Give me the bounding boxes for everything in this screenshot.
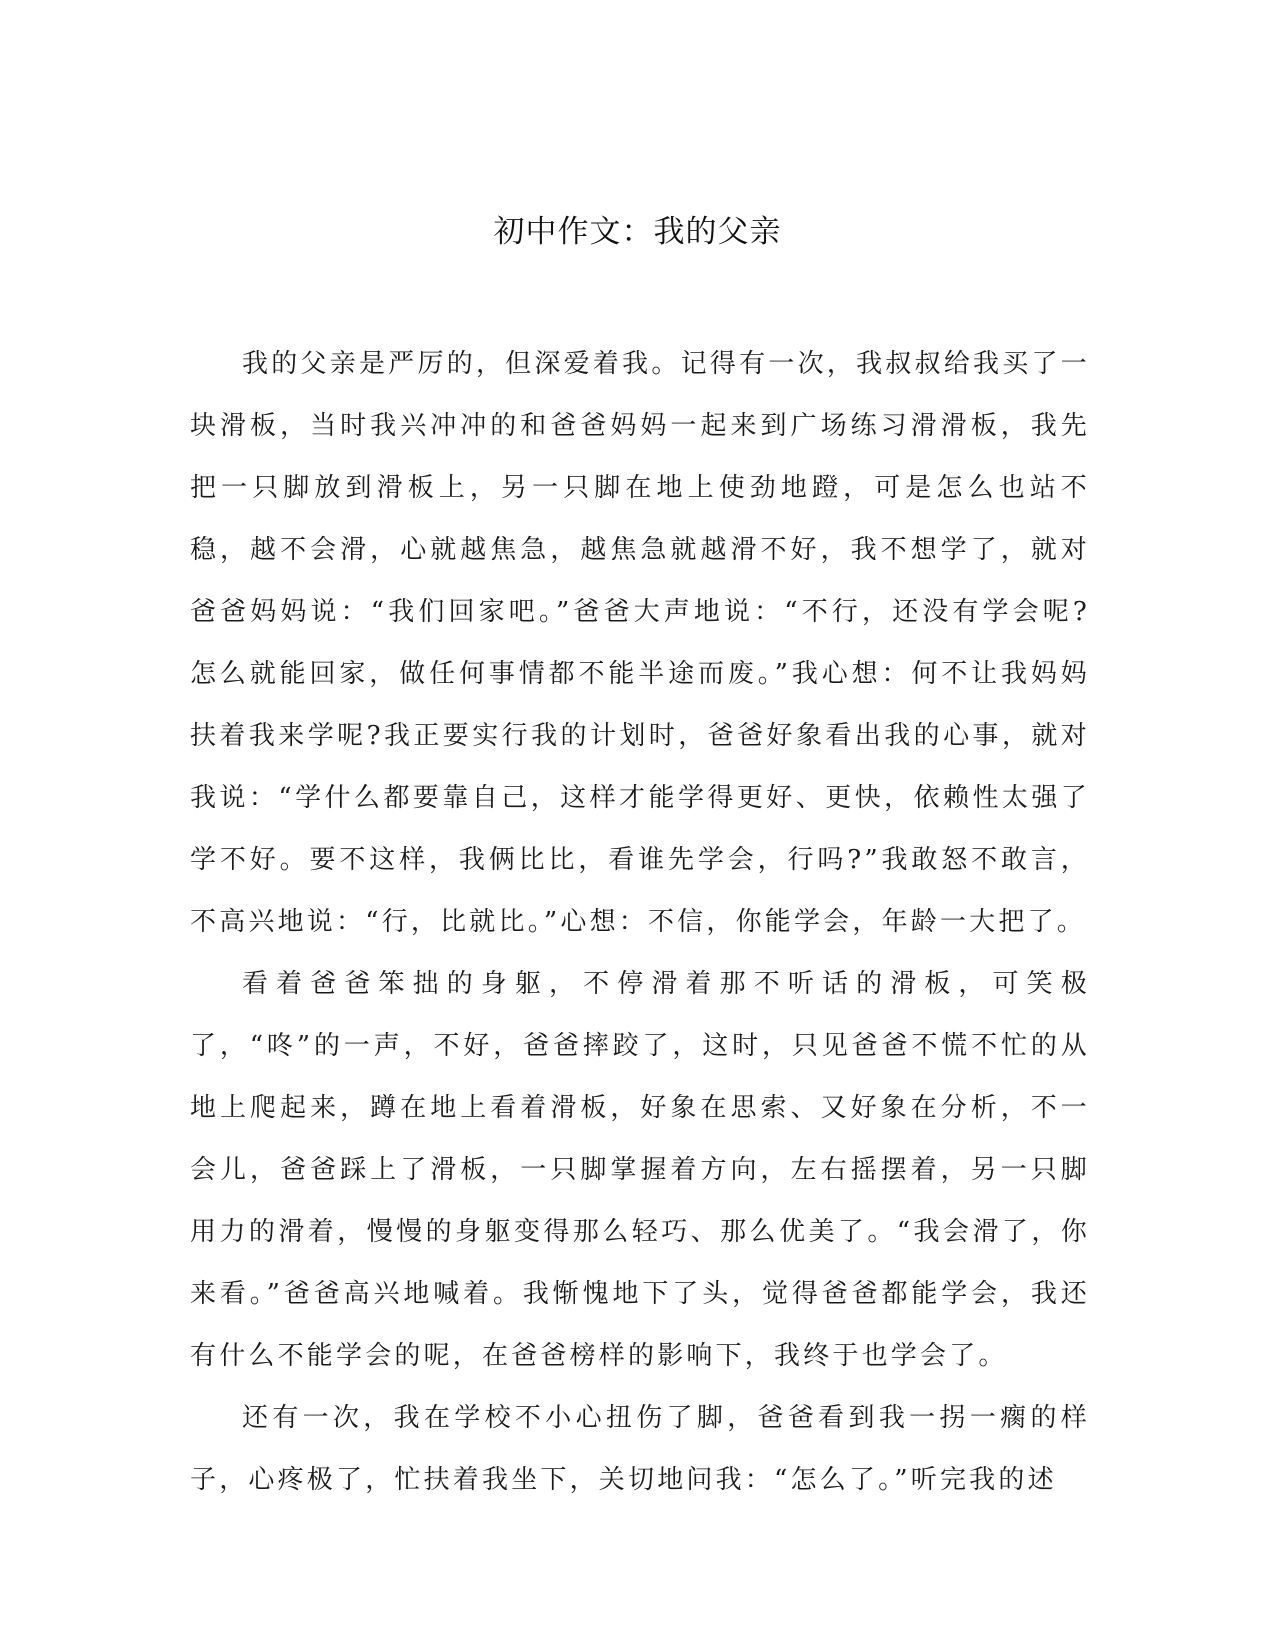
paragraph-injured-foot: 还有一次，我在学校不小心扭伤了脚，爸爸看到我一拐一瘸的样子，心疼极了，忙扶着我坐下，关切地问我：“怎么了。”听完我的述 <box>190 1403 1090 1495</box>
paragraph-skateboard-intro: 我的父亲是严厉的，但深爱着我。记得有一次，我叔叔给我买了一块滑板，当时我兴冲冲的和爸爸妈妈一起来到广场练习滑滑板，我先把一只脚放到滑板上，另一只脚在地上使劲地蹬，可是怎么也站不稳，越不会滑，心就越焦急，越焦急就越滑不好，我不想学了，就对爸爸妈妈说：“我们回家吧。”爸爸大声地说：“不行，还没有学会呢?怎么就能回家，做任何事情都不能半途而废。”我心想：何不让我妈妈扶着我来学呢?我正要实行我的计划时，爸爸好象看出我的心事，就对我说：“学什么都要靠自己，这样才能学得更好、更快，依赖性太强了学不好。要不这样，我俩比比，看谁先学会，行吗?”我敢怒不敢言，不高兴地说：“行，比就比。”心想：不信，你能学会，年龄一大把了。 <box>190 349 1090 937</box>
document-body <box>190 333 1090 1511</box>
document-title: 初中作文：我的父亲 <box>493 214 782 250</box>
paragraph-father-learns: 看着爸爸笨拙的身躯，不停滑着那不听话的滑板，可笑极了，“咚”的一声，不好，爸爸摔跤了，这时，只见爸爸不慌不忙的从地上爬起来，蹲在地上看着滑板，好象在思索、又好象在分析，不一会儿，爸爸踩上了滑板，一只脚掌握着方向，左右摇摆着，另一只脚用力的滑着，慢慢的身躯变得那么轻巧、那么优美了。“我会滑了，你来看。”爸爸高兴地喊着。我惭愧地下了头，觉得爸爸都能学会，我还有什么不能学会的呢，在爸爸榜样的影响下，我终于也学会了。 <box>190 969 1090 1371</box>
